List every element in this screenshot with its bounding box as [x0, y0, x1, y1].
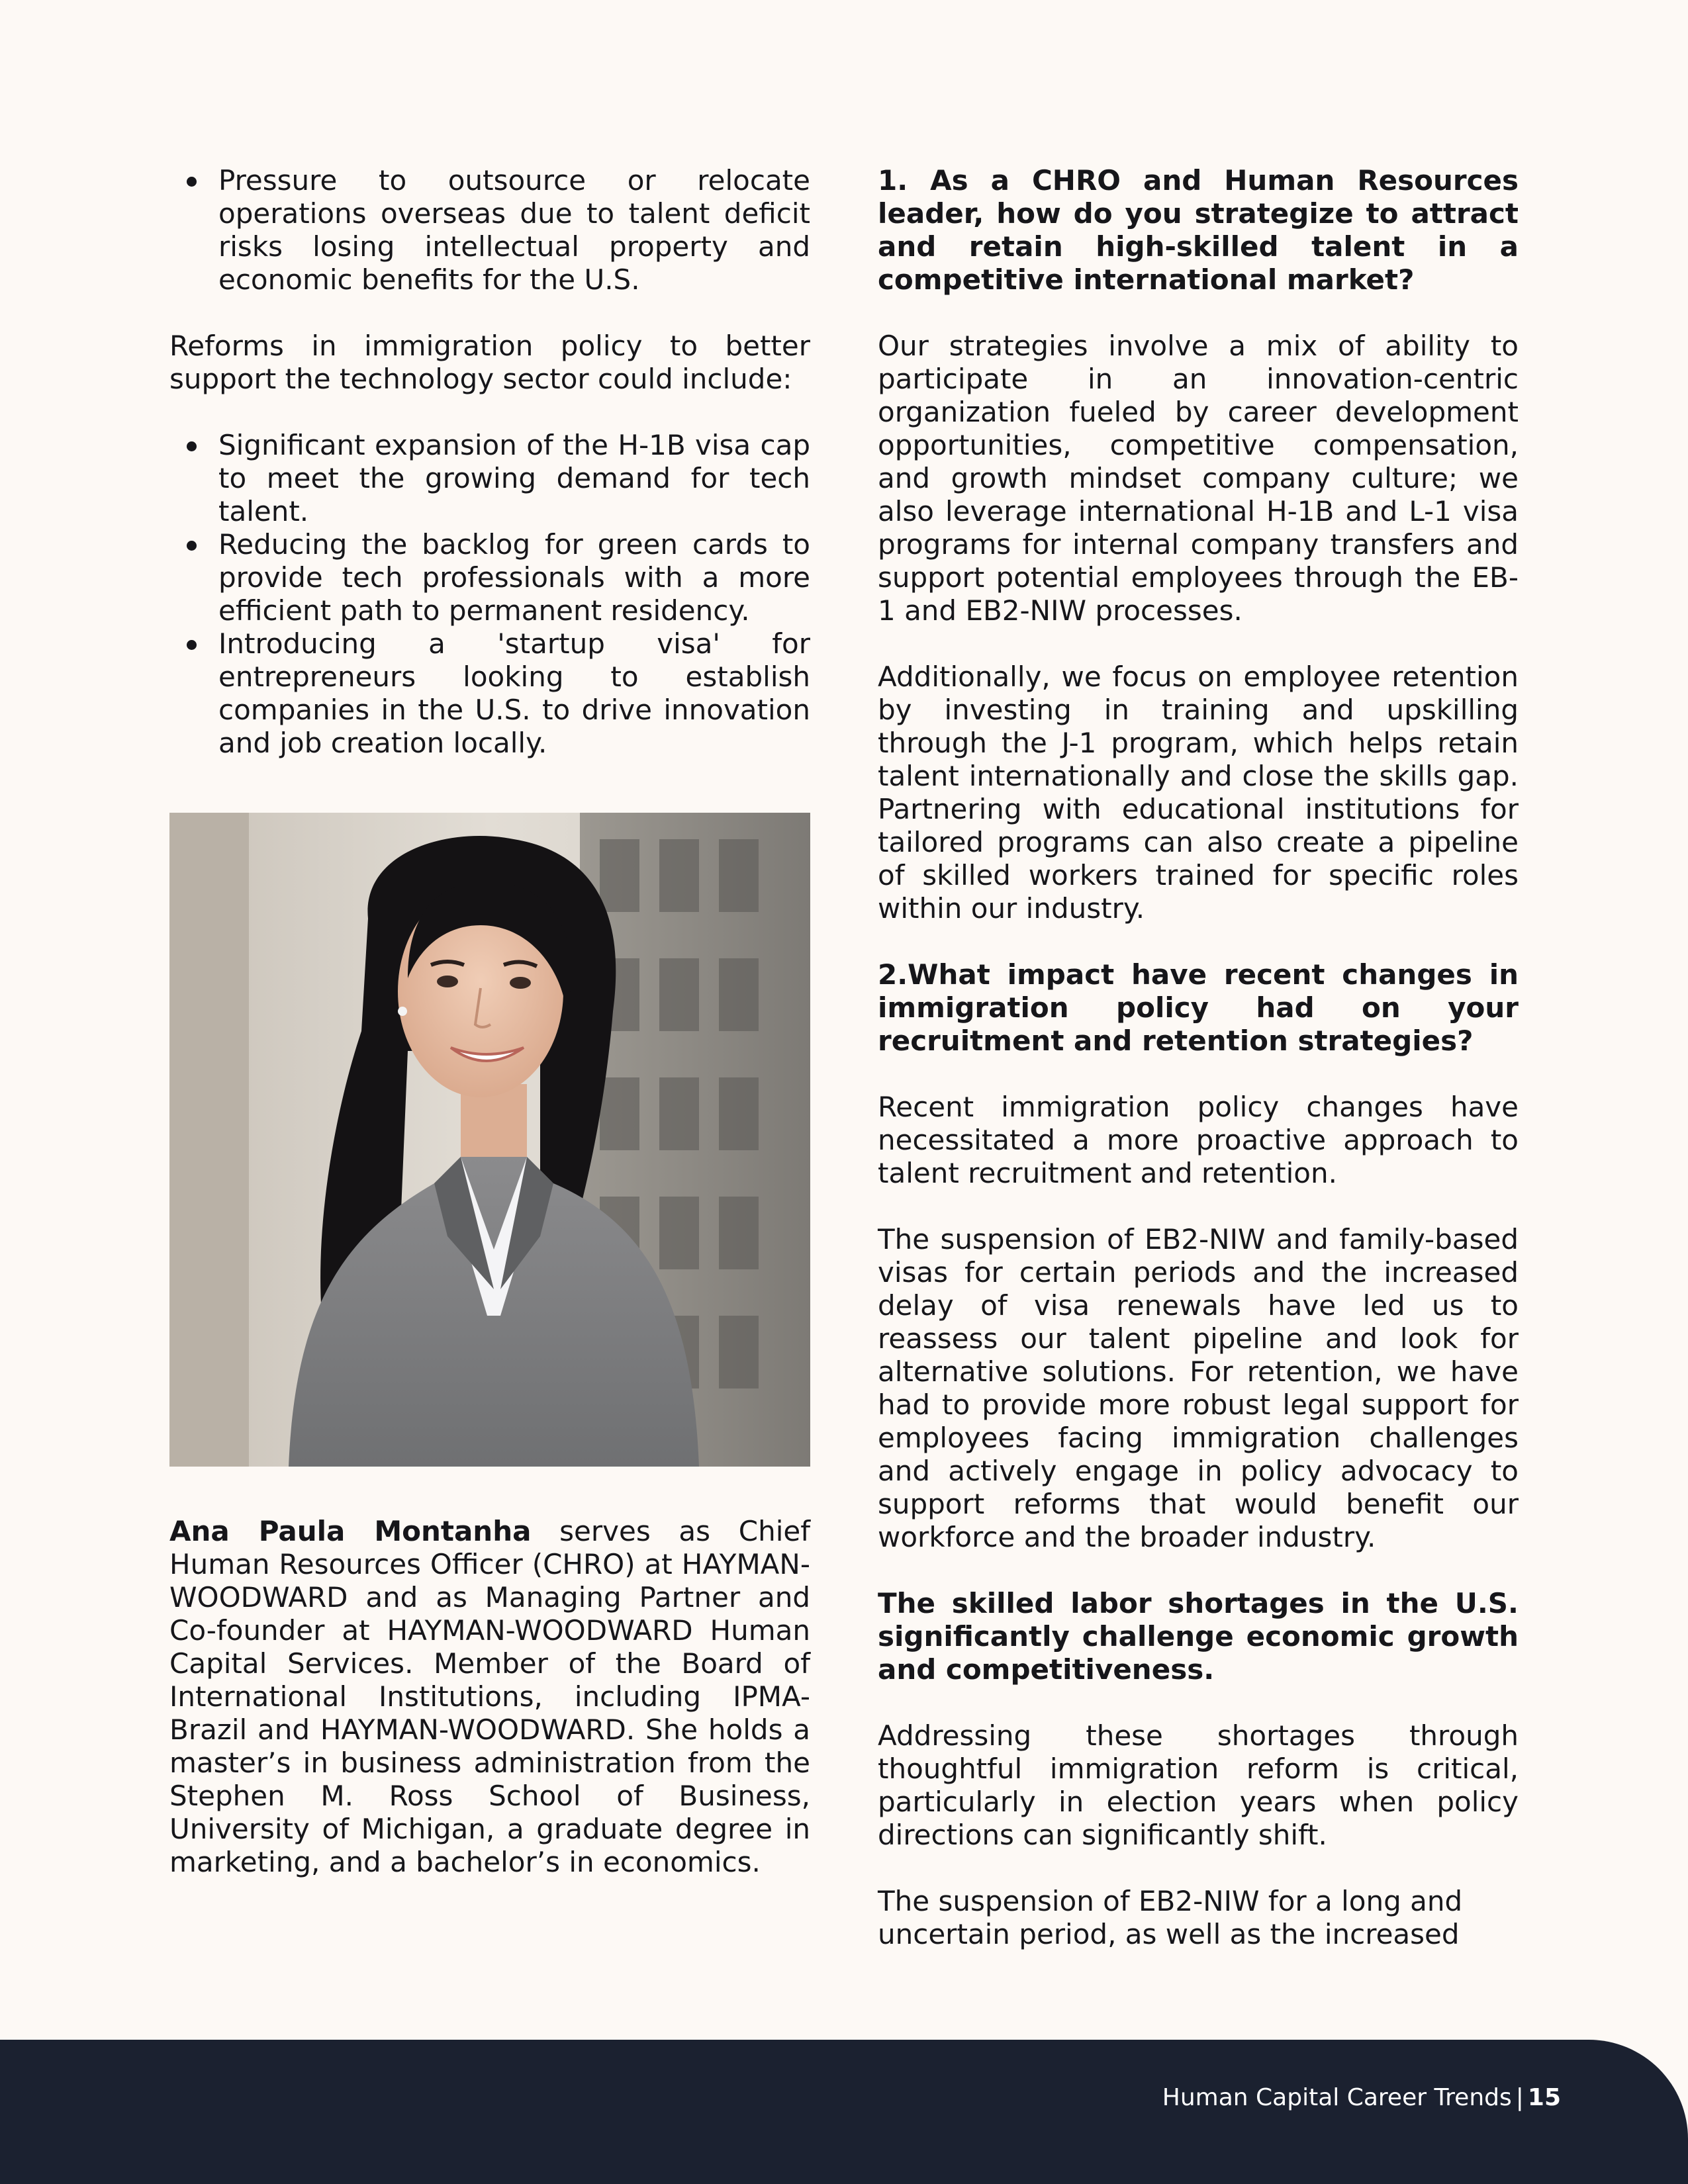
- page-number: 15: [1527, 2084, 1561, 2111]
- bullet-list-top: [169, 164, 810, 296]
- right-column: [878, 164, 1519, 1951]
- section-heading: The skilled labor shortages in the U.S. significantly challenge economic growth and competitiveness.: [878, 1587, 1519, 1686]
- question-1: 1. As a CHRO and Human Resources leader, how do you strategize to attract and retain high-skilled talent in a competitive international market?: [878, 164, 1519, 296]
- list-item: Introducing a 'startup visa' for entrepreneurs looking to establish companies in the U.S. to drive innovation and job creation locally.: [169, 627, 810, 760]
- answer-2-paragraph-1: Recent immigration policy changes have necessitated a more proactive approach to talent recruitment and retention.: [878, 1091, 1519, 1189]
- reforms-list: [169, 429, 810, 760]
- answer-1-paragraph-2: Additionally, we focus on employee retention by investing in training and upskilling through the J-1 program, which helps retain talent internationally and close the skills gap. Partnering with educational institutions for tailored programs can also create a pipeline of skilled workers trained for specific roles within our industry.: [878, 660, 1519, 925]
- list-item: Reducing the backlog for green cards to provide tech professionals with a more efficient path to permanent residency.: [169, 528, 810, 627]
- answer-1-paragraph-1: Our strategies involve a mix of ability to participate in an innovation-centric organization fueled by career development opportunities, competitive compensation, and growth mindset company culture; we also leverage international H-1B and L-1 visa programs for internal company transfers and support potential employees through the EB-1 and EB2-NIW processes.: [878, 330, 1519, 627]
- list-item: Pressure to outsource or relocate operations overseas due to talent deficit risks losing intellectual property and economic benefits for the U.S.: [169, 164, 810, 296]
- answer-3-paragraph-1: Addressing these shortages through thoughtful immigration reform is critical, particularly in election years when policy directions can significantly shift.: [878, 1719, 1519, 1851]
- answer-2-paragraph-2: The suspension of EB2-NIW and family-based visas for certain periods and the increased delay of visa renewals have led us to reassess our talent pipeline and look for alternative solutions. For retention, we have had to provide more robust legal support for employees facing immigration challenges and actively engage in policy advocacy to support reforms that would benefit our workforce and the broader industry.: [878, 1223, 1519, 1553]
- bio-text: serves as Chief Human Resources Officer (CHRO) at HAYMAN-WOODWARD and as Managing Partner and Co-founder at HAYMAN-WOODWARD Human Capital Services. Member of the Board of International Institutions, including IPMA-Brazil and HAYMAN-WOODWARD. She holds a master’s in business administration from the Stephen M. Ross School of Business, University of Michigan, a graduate degree in marketing, and a bachelor’s in economics.: [169, 1515, 810, 1878]
- bio-name: Ana Paula Montanha: [169, 1515, 532, 1547]
- portrait-photo: [169, 813, 810, 1467]
- list-item: Significant expansion of the H-1B visa cap to meet the growing demand for tech talent.: [169, 429, 810, 528]
- author-bio: [169, 1515, 810, 1879]
- footer-label: [1162, 2083, 1561, 2113]
- publication-title: Human Capital Career Trends: [1162, 2084, 1512, 2111]
- question-2: 2.What impact have recent changes in immigration policy had on your recruitment and retention strategies?: [878, 958, 1519, 1057]
- page-footer: [0, 2040, 1688, 2184]
- reforms-intro: Reforms in immigration policy to better support the technology sector could include:: [169, 330, 810, 395]
- answer-3-paragraph-2: The suspension of EB2-NIW for a long and uncertain period, as well as the increased: [878, 1885, 1463, 1950]
- left-column: [169, 164, 810, 760]
- footer-separator: |: [1515, 2084, 1524, 2111]
